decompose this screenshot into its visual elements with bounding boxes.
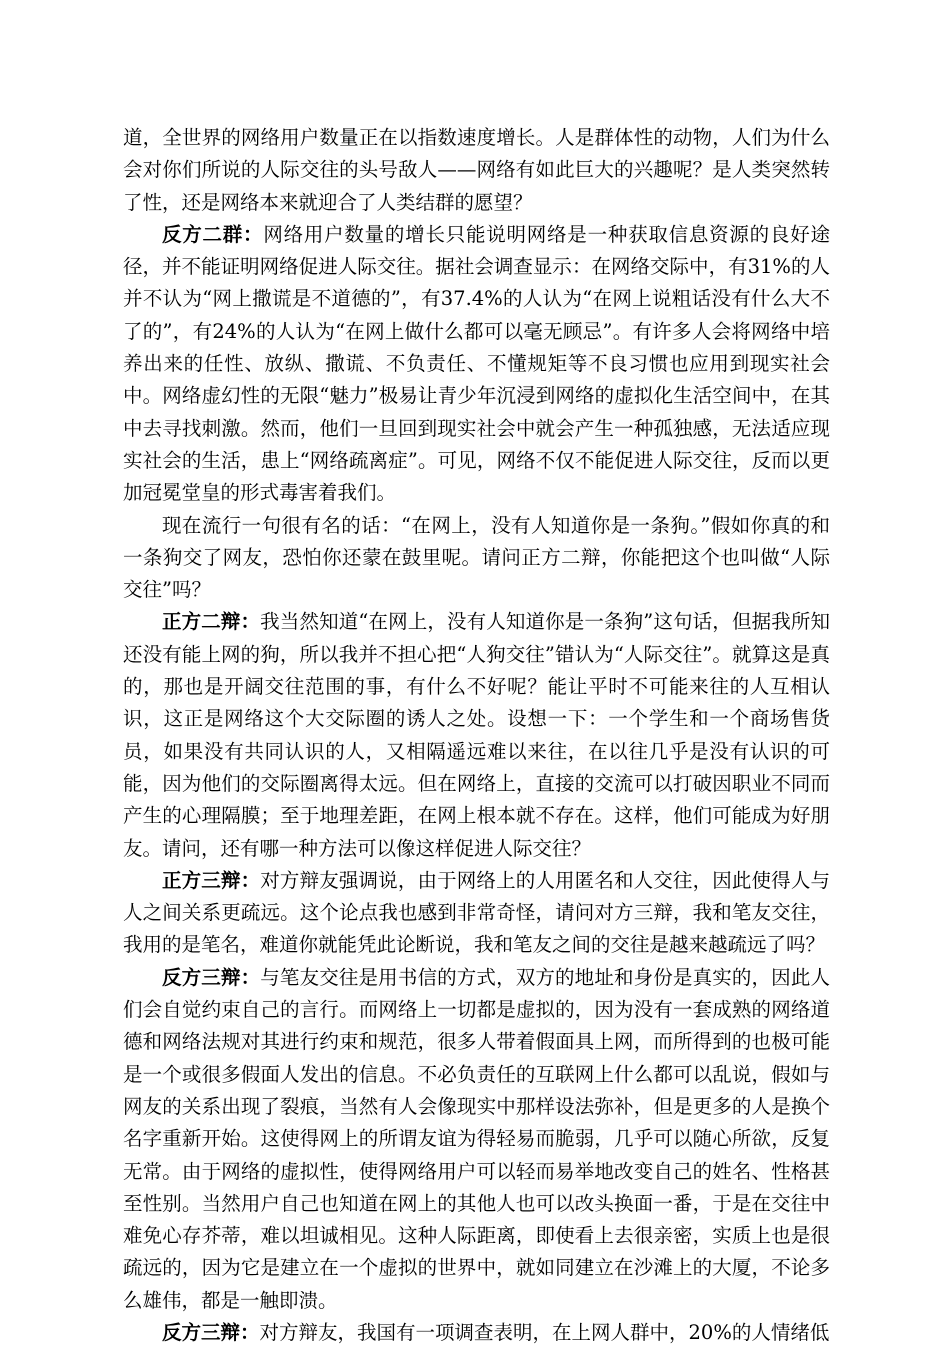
speaker-label: 正方三辩： — [162, 868, 261, 892]
document-page — [123, 122, 830, 1349]
paragraph-con-3 — [123, 962, 830, 1317]
paragraph-dog-quote — [123, 510, 830, 607]
paragraph-text: 道，全世界的网络用户数量正在以指数速度增长。人是群体性的动物，人们为什么会对你们所说的人际交往的头号敌人——网络有如此巨大的兴趣呢？是人类突然转了性，还是网络本来就迎合了人类结群的愿望？ — [123, 126, 830, 214]
paragraph-pro-3 — [123, 865, 830, 962]
paragraph-con-3-second — [123, 1317, 830, 1349]
speaker-label: 反方三辩： — [162, 965, 261, 989]
paragraph-rebuttal-con-2 — [123, 219, 830, 510]
paragraph-text: 对方辩友强调说，由于网络上的人用匿名和人交往，因此使得人与人之间关系更疏远。这个论点我也感到非常奇怪，请问对方三辩，我和笔友交往，我用的是笔名，难道你就能凭此论断说，我和笔友之间的交往是越来越疏远了吗？ — [123, 868, 830, 957]
paragraph-text: 网络用户数量的增长只能说明网络是一种获取信息资源的良好途径，并不能证明网络促进人际交往。据社会调查显示：在网络交际中，有31%的人并不认为“网上撒谎是不道德的”，有37.4%的人认为“在网上说粗话没有什么大不了的”，有24%的人认为“在网上做什么都可以毫无顾忌”。有许多人会将网络中培养出来的任性、放纵、撒谎、不负责任、不懂规矩等不良习惯也应用到现实社会中。网络虚幻性的无限“魅力”极易让青少年沉浸到网络的虚拟化生活空间中，在其中去寻找刺激。然而，他们一旦回到现实社会中就会产生一种孤独感，无法适应现实社会的生活，患上“网络疏离症”。可见，网络不仅不能促进人际交往，反而以更加冠冕堂皇的形式毒害着我们。 — [123, 222, 830, 505]
speaker-label: 反方三辩： — [162, 1320, 260, 1344]
paragraph-text: 与笔友交往是用书信的方式，双方的地址和身份是真实的，因此人们会自觉约束自己的言行。而网络上一切都是虚拟的，因为没有一套成熟的网络道德和网络法规对其进行约束和规范，很多人带着假面具上网，而所得到的也极可能是一个或很多假面人发出的信息。不必负责任的互联网上什么都可以乱说，假如与网友的关系出现了裂痕，当然有人会像现实中那样设法弥补，但是更多的人是换个名字重新开始。这使得网上的所谓友谊为得轻易而脆弱，几乎可以随心所欲，反复无常。由于网络的虚拟性，使得网络用户可以轻而易举地改变自己的姓名、性格甚至性别。当然用户自己也知道在网上的其他人也可以改头换面一番，于是在交往中难免心存芥蒂，难以坦诚相见。这种人际距离，即使看上去很亲密，实质上也是很疏远的，因为它是建立在一个虚拟的世界中，就如同建立在沙滩上的大厦，不论多么雄伟，都是一触即溃。 — [123, 965, 830, 1312]
paragraph-text: 对方辩友，我国有一项调查表明，在上网人群中，20%的人情绪低 — [259, 1320, 830, 1344]
paragraph-continuation — [123, 122, 830, 219]
paragraph-text: 我当然知道“在网上，没有人知道你是一条狗”这句话，但据我所知还没有能上网的狗，所以我并不担心把“人狗交往”错认为“人际交往”。就算这是真的，那也是开阔交往范围的事，有什么不好呢？能让平时不可能来往的人互相认识，这正是网络这个大交际圈的诱人之处。设想一下：一个学生和一个商场售货员，如果没有共同认识的人，又相隔遥远难以来往，在以往几乎是没有认识的可能，因为他们的交际圈离得太远。但在网络上，直接的交流可以打破因职业不同而产生的心理隔膜；至于地理差距，在网上根本就不存在。这样，他们可能成为好朋友。请问，还有哪一种方法可以像这样促进人际交往？ — [123, 610, 830, 860]
speaker-label: 反方二群： — [162, 222, 264, 246]
paragraph-pro-2 — [123, 606, 830, 864]
paragraph-text: 现在流行一句很有名的话：“在网上，没有人知道你是一条狗。”假如你真的和一条狗交了网友，恐怕你还蒙在鼓里呢。请问正方二辩，你能把这个也叫做“人际交往”吗？ — [123, 513, 830, 602]
speaker-label: 正方二辩： — [162, 610, 261, 634]
